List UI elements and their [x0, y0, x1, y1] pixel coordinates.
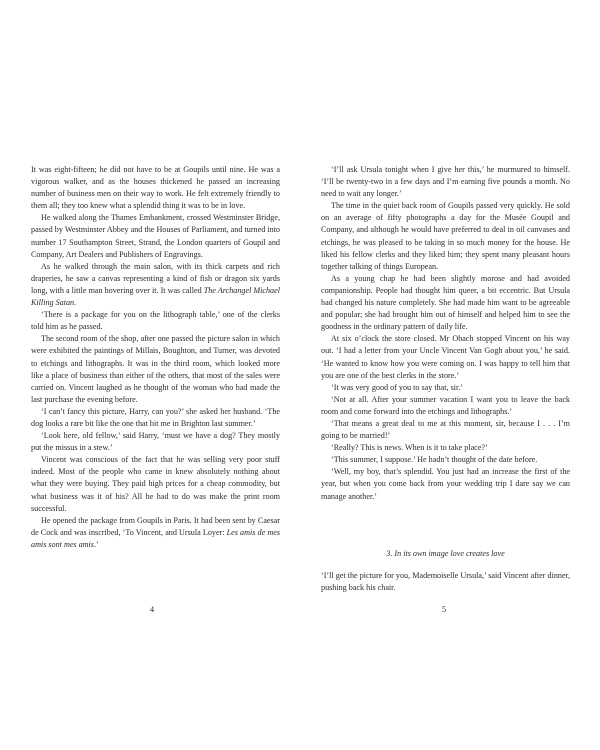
- paragraph-text: As he walked through the main salon, with its thick carpets and rich draperies, he saw a canvas representing a kind of fish or dragon six yards long, with a little man hovering over it. It was called: [31, 261, 280, 295]
- paragraph: ‘There is a package for you on the lithograph table,’ one of the clerks told him as he passed.: [31, 310, 280, 332]
- paragraph: Vincent was conscious of the fact that he was selling very poor stuff indeed. Most of the people who came in knew absolutely nothing about what they were buying. They paid high prices for a cheap commodity, but what business was it of his? All he had to do was make the print room successful.: [31, 455, 280, 513]
- paragraph: [31, 261, 280, 309]
- paragraph: He walked along the Thames Embankment, crossed Westminster Bridge, passed by Westminster Abbey and the Houses of Parliament, and turned into number 17 Southampton Street, Strand, the London quarters of Goupil and Company, Art Dealers and Publishers of Engravings.: [31, 213, 280, 259]
- page-number: 4: [149, 604, 155, 614]
- paragraph: The second room of the shop, after one passed the picture salon in which were exhibited the paintings of Millais, Boughton, and Turner, was devoted to etchings and lithographs. It was in the third room, which looked more like a place of business than either of the others, that most of the sales were carried on. Vincent laughed as he thought of the woman who had made the last purchase the evening before.: [31, 334, 280, 404]
- paragraph: As a young chap he had been slightly morose and had avoided companionship. People had thought him queer, a bit eccentric. But Ursula had changed his nature completely. She had made him want to be agreeable and popular; she had brought him out of himself and helped him to see the goodness in the ordinary pattern of daily life.: [321, 273, 570, 332]
- paragraph: ‘Look here, old fellow,’ said Harry, ‘must we have a dog? They mostly put the missus in a stew.’: [31, 431, 280, 453]
- inscription-quote: Les amis de mes amis sont mes amis: [31, 527, 280, 549]
- paragraph: [31, 515, 280, 551]
- page-number: 5: [441, 604, 447, 614]
- paragraph: ‘This summer, I suppose.’ He hadn’t thought of the date before.: [331, 455, 538, 465]
- left-text-column: [31, 164, 280, 551]
- paragraph-end: .’: [93, 539, 99, 549]
- paragraph: ‘I can’t fancy this picture, Harry, can you?’ she asked her husband. ‘The dog looks a rare bit like the one that bit me in Brighton last summer.’: [31, 406, 280, 428]
- paragraph: The time in the quiet back room of Goupils passed very quickly. He sold on an average of fifty photographs a day for the Musée Goupil and Company, and although he would have preferred to deal in oil canvases and etchings, he was pleased to be taking in so much money for the house. He liked his fellow clerks and they liked him; they spent many pleasant hours together talking of things European.: [321, 201, 570, 271]
- paragraph-end: .: [74, 298, 77, 308]
- paragraph: ‘It was very good of you to say that, sir.’: [331, 382, 464, 392]
- right-text-column: [321, 164, 570, 594]
- paragraph: ‘I’ll ask Ursula tonight when I give her this,’ he murmured to himself. ‘I’ll be twenty-two in a few days and I’m earning five pounds a month. No need to wait any longer.’: [321, 165, 570, 199]
- paragraph: ‘That means a great deal to me at this moment, sir, because I . . . I’m going to be married!’: [321, 418, 570, 441]
- paragraph: At six o’clock the store closed. Mr Obach stopped Vincent on his way out. ‘I had a letter from your Uncle Vincent Van Gogh about you,’ he said. ‘He wanted to know how you were coming on. I was happy to tell him that you are one of the best clerks in the store.’: [321, 334, 570, 380]
- paragraph: It was eight-fifteen; he did not have to be at Goupils until nine. He was a vigorous walker, and as the houses thickened he passed an increasing number of business men on their way to work. He felt extremely friendly to them all; they too knew what a splendid thing it was to be in love.: [31, 165, 280, 211]
- paragraph-text: He opened the package from Goupils in Paris. It had been sent by Caesar de Cock and was inscribed, ‘To Vincent, and Ursula Loyer:: [31, 515, 280, 537]
- painting-title: The Archangel Michael Killing Satan: [31, 285, 280, 308]
- paragraph: ‘Not at all. After your summer vacation I want you to leave the back room and come forward into the etchings and lithographs.’: [321, 394, 570, 416]
- paragraph: ‘I’ll get the picture for you, Mademoiselle Ursula,’ said Vincent after dinner, pushing back his chair.: [321, 570, 570, 592]
- right-page: [300, 0, 600, 750]
- section-heading: 3. In its own image love creates love: [386, 548, 505, 558]
- paragraph: ‘Really? This is news. When is it to take place?’: [331, 443, 488, 453]
- paragraph: ‘Well, my boy, that’s splendid. You just had an increase the first of the year, but when you come back from your wedding trip I dare say we can manage another.’: [321, 467, 570, 501]
